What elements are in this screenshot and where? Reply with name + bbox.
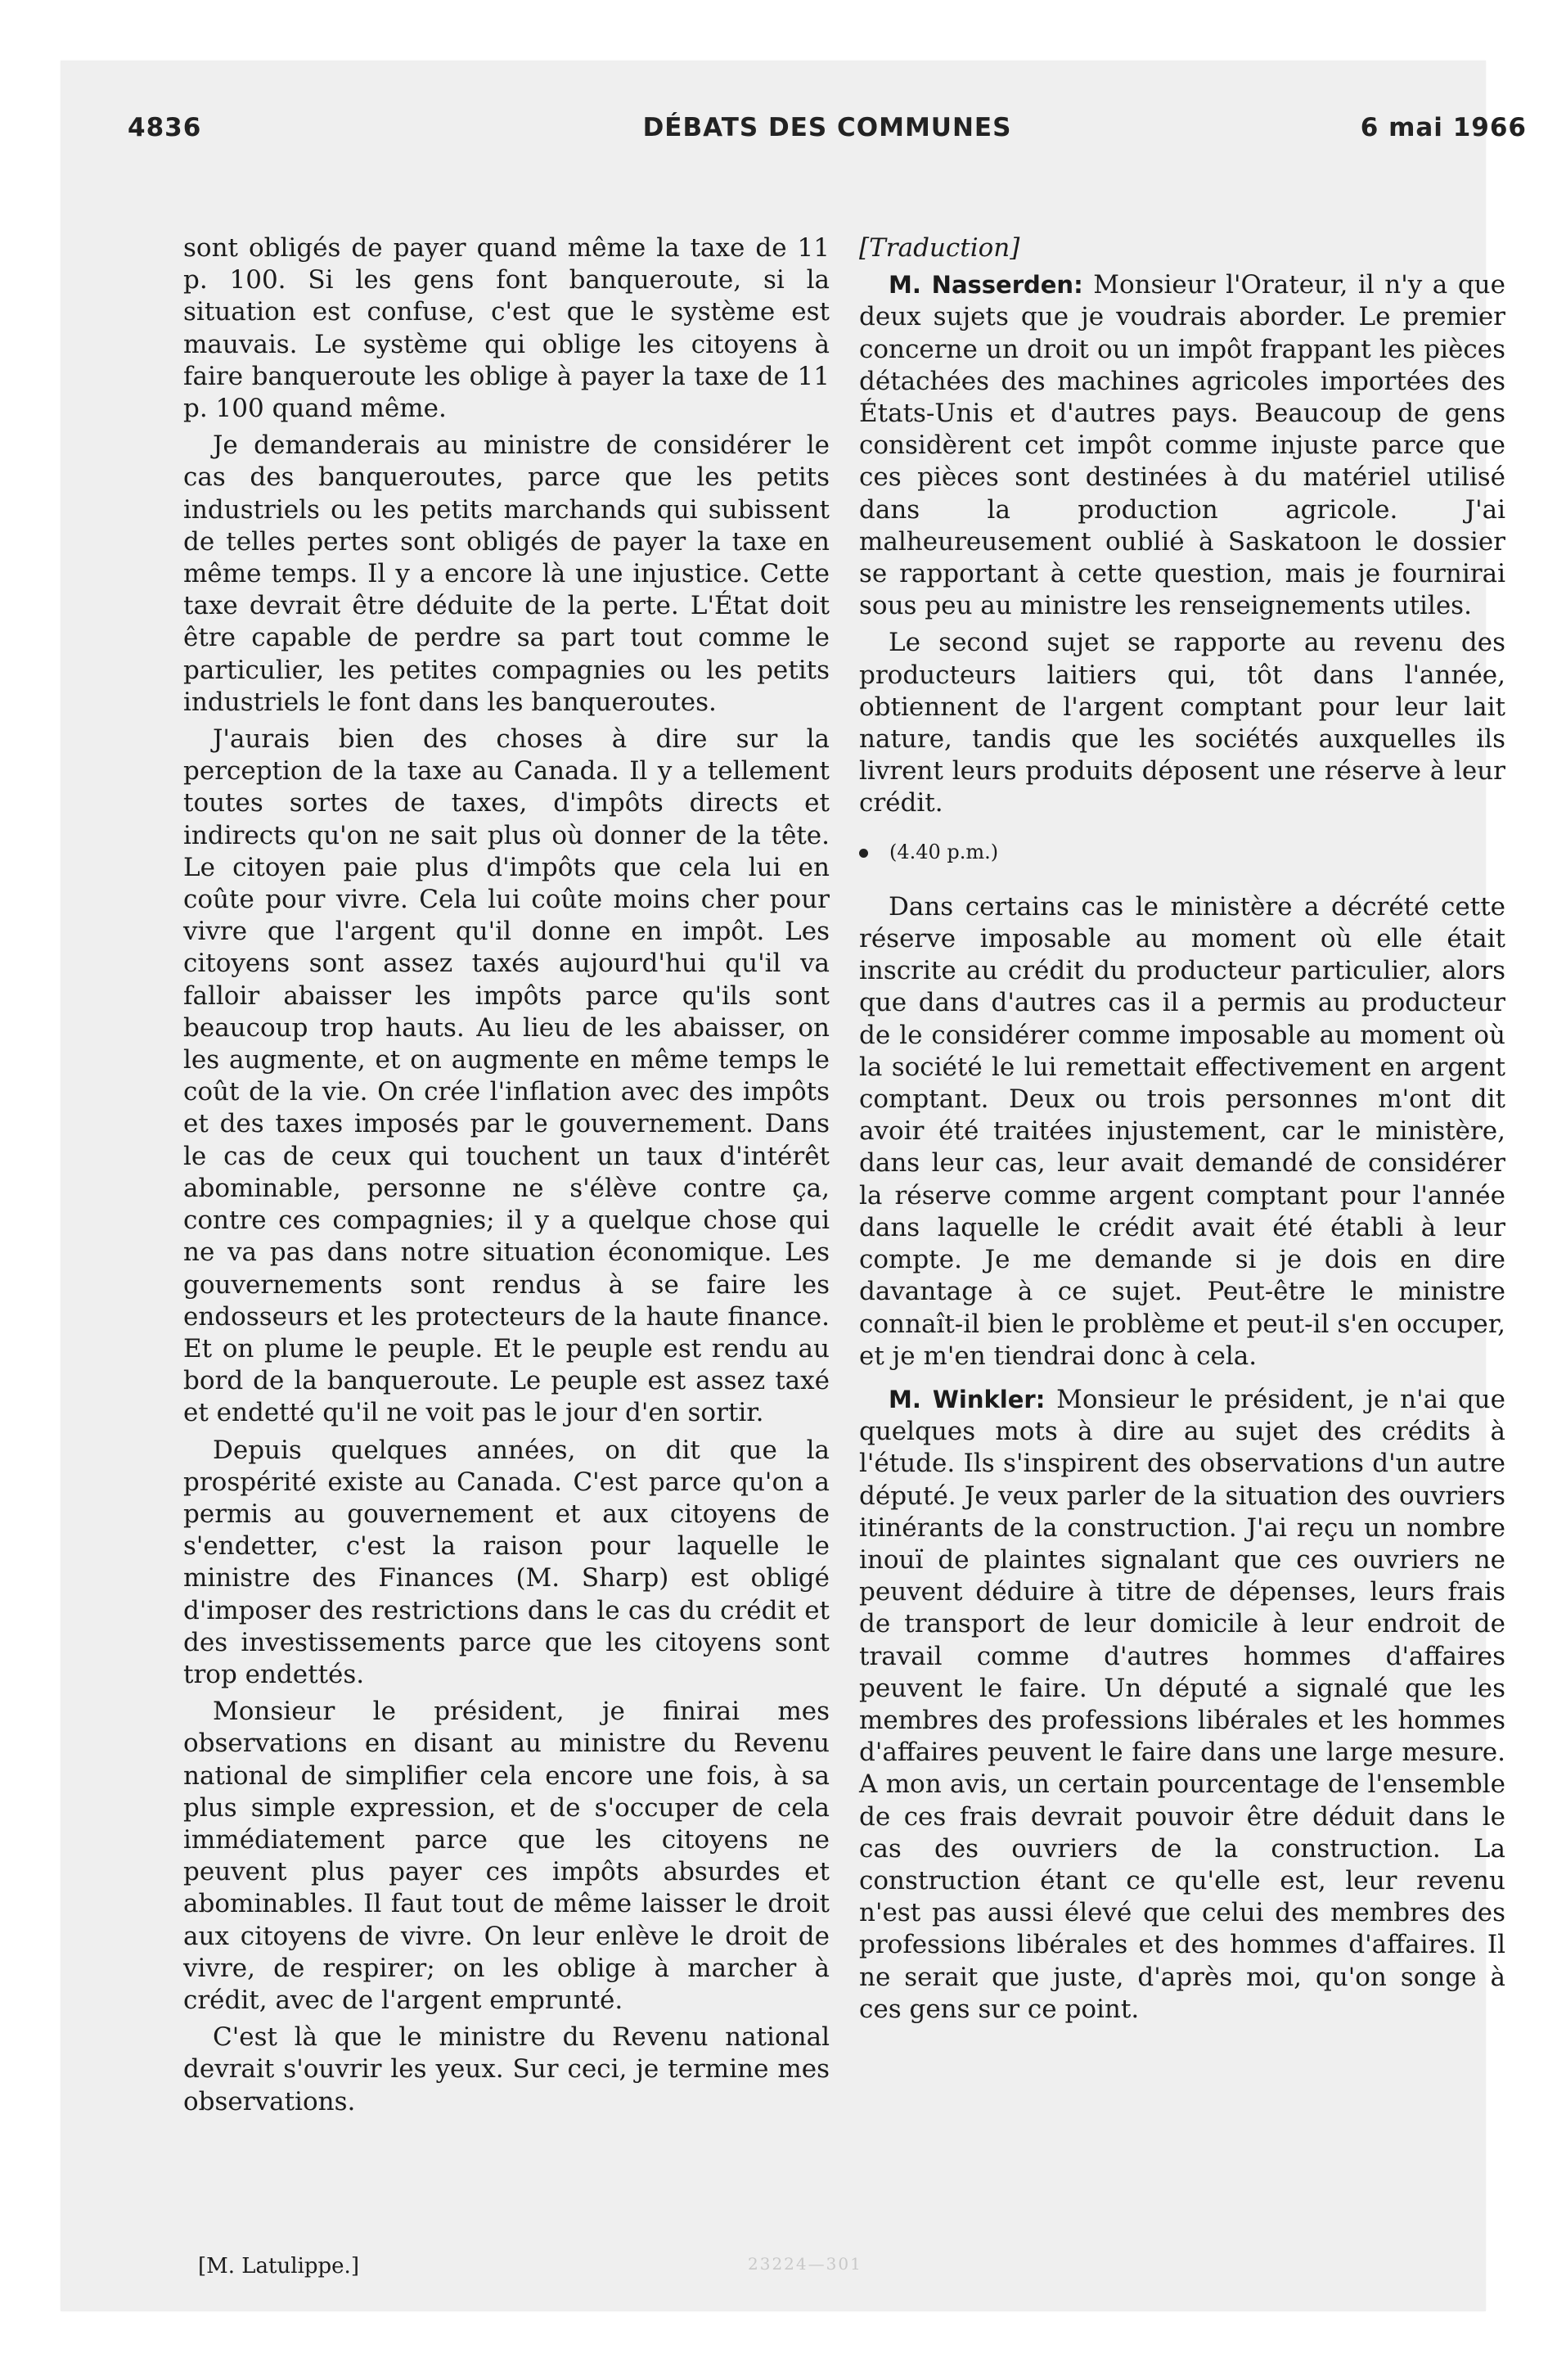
left-column	[183, 232, 830, 2123]
right-column	[859, 232, 1505, 2031]
right-paragraph: Dans certains cas le ministère a décrété cette réserve imposable au moment où elle était inscrite au crédit du producteur particulier, alors que dans d'autres cas il a permis au producteur de le considérer comme imposable au moment où la société le lui remettait effectivement en argent comptant. Deux ou trois personnes m'ont dit avoir été traitées injustement, car le ministère, dans leur cas, leur avait demandé de considérer la réserve comme argent comptant pour l'année dans laquelle le crédit avait été établi à leur compte. Je me demande si je dois en dire davantage à ce sujet. Peut-être le ministre connaît-il bien le problème et peut-il s'en occuper, et je m'en tiendrai donc à cela.	[859, 891, 1505, 1371]
nasserden-paragraph	[859, 269, 1505, 622]
left-paragraph: sont obligés de payer quand même la taxe de 11 p. 100. Si les gens font banqueroute, si la situation est confuse, c'est que le système est mauvais. Le système qui oblige les citoyens à faire banqueroute les oblige à payer la taxe de 11 p. 100 quand même.	[183, 233, 830, 424]
speaker-name: M. Nasserden:	[889, 271, 1083, 300]
page-title: DÉBATS DES COMMUNES	[642, 113, 1012, 142]
paragraph-text: Monsieur le président, je n'ai que quelques mots à dire au sujet des crédits à l'étude. Ils s'inspirent des observations d'un autre député. Je veux parler de la situation des ouvriers itinérants de la construction. J'ai reçu un nombre inouï de plaintes signalant que ces ouvriers ne peuvent déduire à titre de dépenses, leurs frais de transport de leur domicile à leur endroit de travail comme d'autres hommes d'affaires peuvent le faire. Un député a signalé que les membres des professions libérales et les hommes d'affaires peuvent le faire dans une large mesure. A mon avis, un certain pourcentage de l'ensemble de ces frais devrait pouvoir être déduit dans le cas des ouvriers de la construction. La construction étant ce qu'elle est, leur revenu n'est pas aussi élevé que celui des membres des professions libérales et des hommes d'affaires. Il ne serait que juste, d'après moi, qu'on songe à ces gens sur ce point.	[859, 1384, 1505, 2024]
bleed-through-mark: 23224—301	[748, 2254, 862, 2274]
left-paragraph: Depuis quelques années, on dit que la prospérité existe au Canada. C'est parce qu'on a permis au gouvernement et aux citoyens de s'endetter, c'est la raison pour laquelle le ministre des Finances (M. Sharp) est obligé d'imposer des restrictions dans le cas du crédit et des investissements parce que les citoyens sont trop endettés.	[183, 1435, 830, 1689]
left-paragraph: J'aurais bien des choses à dire sur la perception de la taxe au Canada. Il y a tellement toutes sortes de taxes, d'impôts directs et indirects qu'on ne sait plus où donner de la tête. Le citoyen paie plus d'impôts que cela lui en coûte pour vivre. Cela lui coûte moins cher pour vivre que l'argent qu'il donne en impôt. Les citoyens sont assez taxés aujourd'hui qu'il va falloir abaisser les impôts parce qu'ils sont beaucoup trop hauts. Au lieu de les abaisser, on les augmente, et on augmente en même temps le coût de la vie. On crée l'inflation avec des impôts et des taxes imposés par le gouvernement. Dans le cas de ceux qui touchent un taux d'intérêt abominable, personne ne s'élève contre ça, contre ces compagnies; il y a quelque chose qui ne va pas dans notre situation économique. Les gouvernements sont rendus à se faire les endosseurs et les protecteurs de la haute finance. Et on plume le peuple. Et le peuple est rendu au bord de la banqueroute. Le peuple est assez taxé et endetté qu'il ne voit pas le jour d'en sortir.	[183, 724, 830, 1428]
document-page	[61, 61, 1527, 2311]
paragraph-text: Monsieur l'Orateur, il n'y a que deux sujets que je voudrais aborder. Le premier concerne un droit ou un impôt frappant les pièces détachées des machines agricoles importées des États-Unis et d'autres pays. Beaucoup de gens considèrent cet impôt comme injuste parce que ces pièces sont destinées à du matériel utilisé dans la production agricole. J'ai malheureusement oublié à Saskatoon le dossier se rapportant à cette question, mais je fournirai sous peu au ministre les renseignements utiles.	[859, 270, 1505, 621]
speaker-attribution: [M. Latulippe.]	[198, 2254, 359, 2279]
page-number: 4836	[128, 113, 202, 142]
speaker-name: M. Winkler:	[889, 1385, 1046, 1413]
left-paragraph: C'est là que le ministre du Revenu national devrait s'ouvrir les yeux. Sur ceci, je termine mes observations.	[183, 2022, 830, 2116]
left-paragraph: Monsieur le président, je finirai mes observations en disant au ministre du Revenu national de simplifier cela encore une fois, à sa plus simple expression, et de s'occuper de cela immédiatement parce que les citoyens ne peuvent plus payer ces impôts absurdes et abominables. Il faut tout de même laisser le droit aux citoyens de vivre. On leur enlève le droit de vivre, de respirer; on les oblige à marcher à crédit, avec de l'argent emprunté.	[183, 1697, 830, 2015]
page-header	[128, 113, 1527, 154]
translation-label: [Traduction]	[859, 233, 1020, 263]
bullet-icon	[859, 849, 868, 858]
right-paragraph: Le second sujet se rapporte au revenu des producteurs laitiers qui, tôt dans l'année, obtiennent de l'argent comptant pour leur lait nature, tandis que les sociétés auxquelles ils livrent leurs produits déposent une réserve à leur crédit.	[859, 628, 1505, 818]
timestamp: (4.40 p.m.)	[859, 836, 1505, 868]
left-paragraph: Je demanderais au ministre de considérer le cas des banqueroutes, parce que les petits industriels ou les petits marchands qui subissent de telles pertes sont obligés de payer la taxe en même temps. Il y a encore là une injustice. Cette taxe devrait être déduite de la perte. L'État doit être capable de perdre sa part tout comme le particulier, les petites compagnies ou les petits industriels le font dans les banqueroutes.	[183, 430, 830, 717]
winkler-paragraph	[859, 1384, 1505, 2026]
page-date: 6 mai 1966	[1360, 113, 1527, 142]
